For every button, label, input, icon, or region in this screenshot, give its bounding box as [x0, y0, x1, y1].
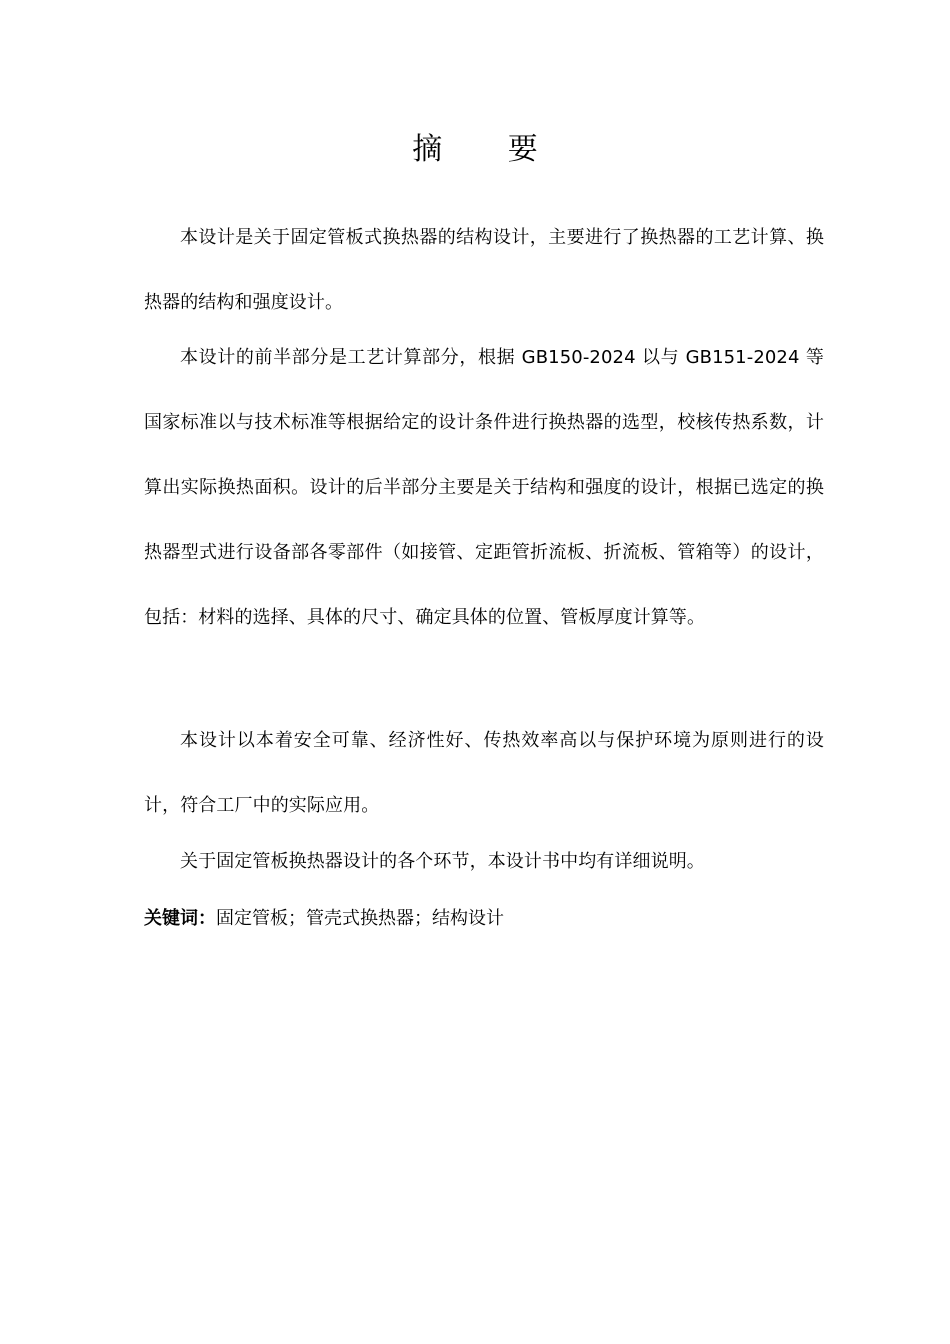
- abstract-paragraph-2: 本设计的前半部分是工艺计算部分，根据 GB150-2024 以与 GB151-2024 等国家标准以与技术标准等根据给定的设计条件进行换热器的选型，校核传热系数，计算出实际换热面积。设计的后半部分主要是关于结构和强度的设计，根据已选定的换热器型式进行设备部各零部件（如接管、定距管折流板、折流板、管箱等）的设计，包括：材料的选择、具体的尺寸、确定具体的位置、管板厚度计算等。: [144, 347, 824, 628]
- abstract-paragraph-4: 关于固定管板换热器设计的各个环节，本设计书中均有详细说明。: [180, 851, 705, 872]
- abstract-paragraph-1: 本设计是关于固定管板式换热器的结构设计，主要进行了换热器的工艺计算、换热器的结构和强度设计。: [144, 227, 824, 313]
- keywords-text: 固定管板；管壳式换热器；结构设计: [216, 908, 504, 929]
- keywords-line: [144, 886, 824, 951]
- abstract-title: 摘 要: [412, 132, 566, 167]
- keywords-label: 关键词：: [144, 908, 216, 929]
- abstract-paragraph-3: 本设计以本着安全可靠、经济性好、传热效率高以与保护环境为原则进行的设计，符合工厂中的实际应用。: [144, 730, 824, 816]
